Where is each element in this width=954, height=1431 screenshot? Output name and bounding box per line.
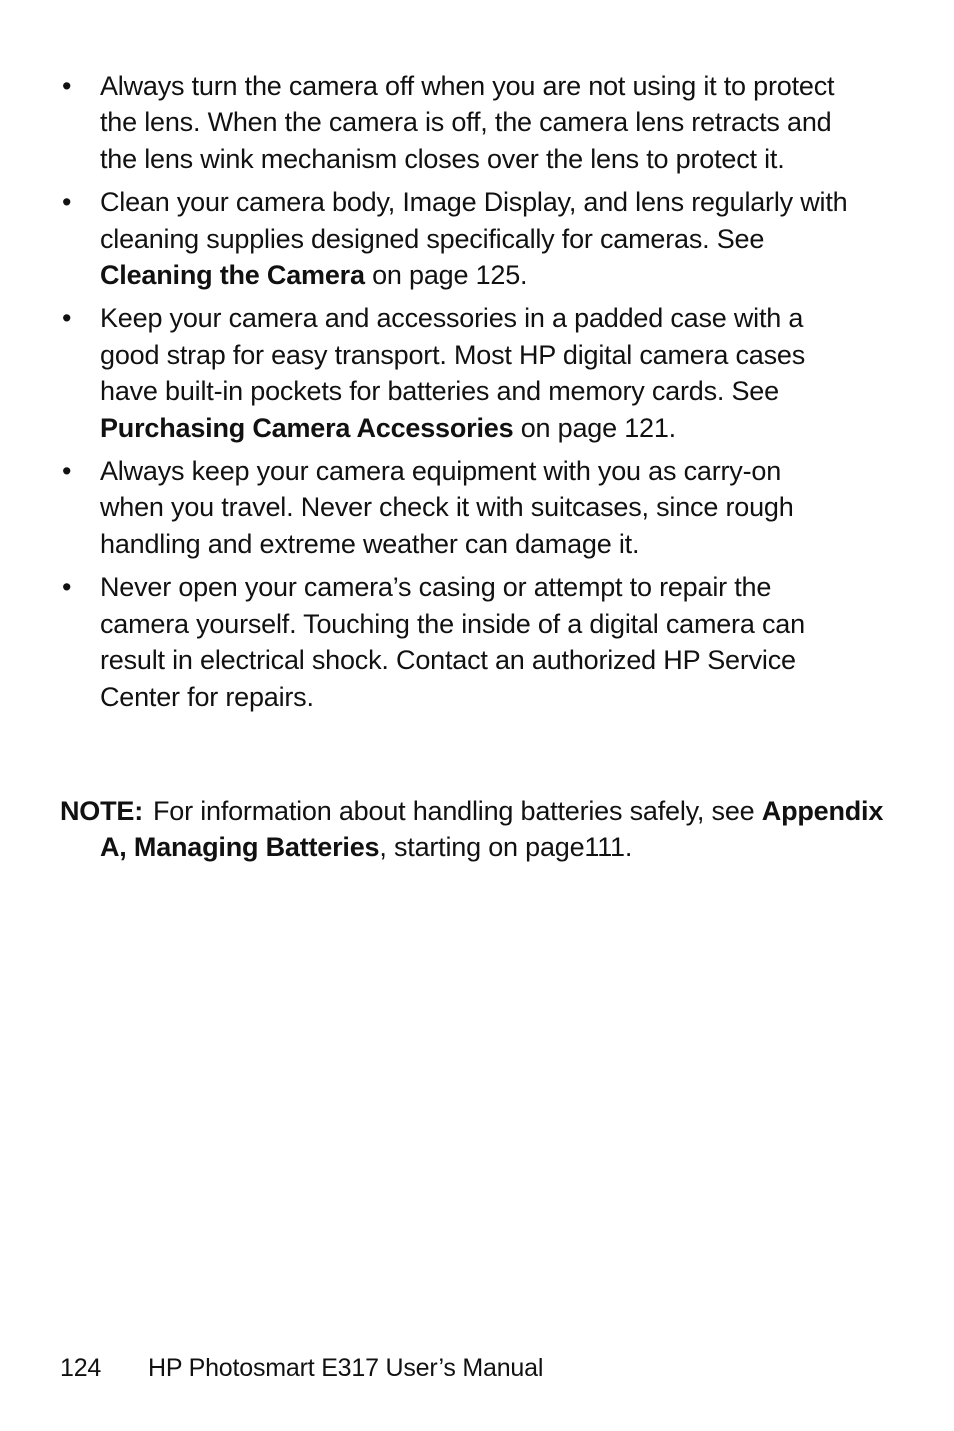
note-block (60, 793, 890, 866)
bullet-icon: • (62, 187, 72, 218)
list-item (60, 68, 850, 177)
cross-reference-link[interactable]: Cleaning the Camera (100, 260, 365, 291)
bullet-icon: • (62, 71, 72, 101)
tip-text: Always turn the camera off when you are not using it to protect the lens. When the camera is off, the camera lens retracts and the lens wink mechanism closes over the lens to protect it. (100, 71, 835, 174)
bullet-icon: • (62, 303, 72, 334)
tip-text: Keep your camera and accessories in a padded case with a good strap for easy transport. Most HP digital camera cases have built-in pockets for batteries and memory cards. See (100, 303, 806, 407)
cross-reference-link[interactable]: Purchasing Camera Accessories (100, 412, 514, 443)
page-number: 124 (60, 1354, 102, 1382)
list-item (60, 184, 850, 293)
note-label: NOTE: (60, 796, 143, 826)
tip-text: Always keep your camera equipment with you as carry-on when you travel. Never check it with suitcases, since rough handling and extreme weather can damage it. (100, 456, 794, 559)
note-text: For information about handling batteries safely, see (153, 796, 762, 826)
tip-text-after: on page 121. (513, 412, 676, 443)
tip-text: Clean your camera body, Image Display, and lens regularly with cleaning supplies designed specifically for cameras. See (100, 187, 848, 254)
page-footer (60, 1352, 543, 1384)
cross-reference-link[interactable]: Appendix A, Managing Batteries (100, 796, 884, 863)
note-text-after: , starting on page111. (379, 832, 633, 863)
care-tips-list (60, 68, 850, 722)
list-item (60, 453, 850, 562)
tip-text: Never open your camera’s casing or attempt to repair the camera yourself. Touching the inside of a digital camera can result in electrical shock. Contact an authorized HP Service Center for repairs. (100, 572, 805, 712)
manual-title: HP Photosmart E317 User’s Manual (148, 1354, 544, 1382)
list-item (60, 569, 850, 715)
tip-text-after: on page 125. (364, 260, 528, 291)
bullet-icon: • (62, 456, 72, 487)
list-item (60, 300, 850, 446)
bullet-icon: • (62, 572, 72, 603)
